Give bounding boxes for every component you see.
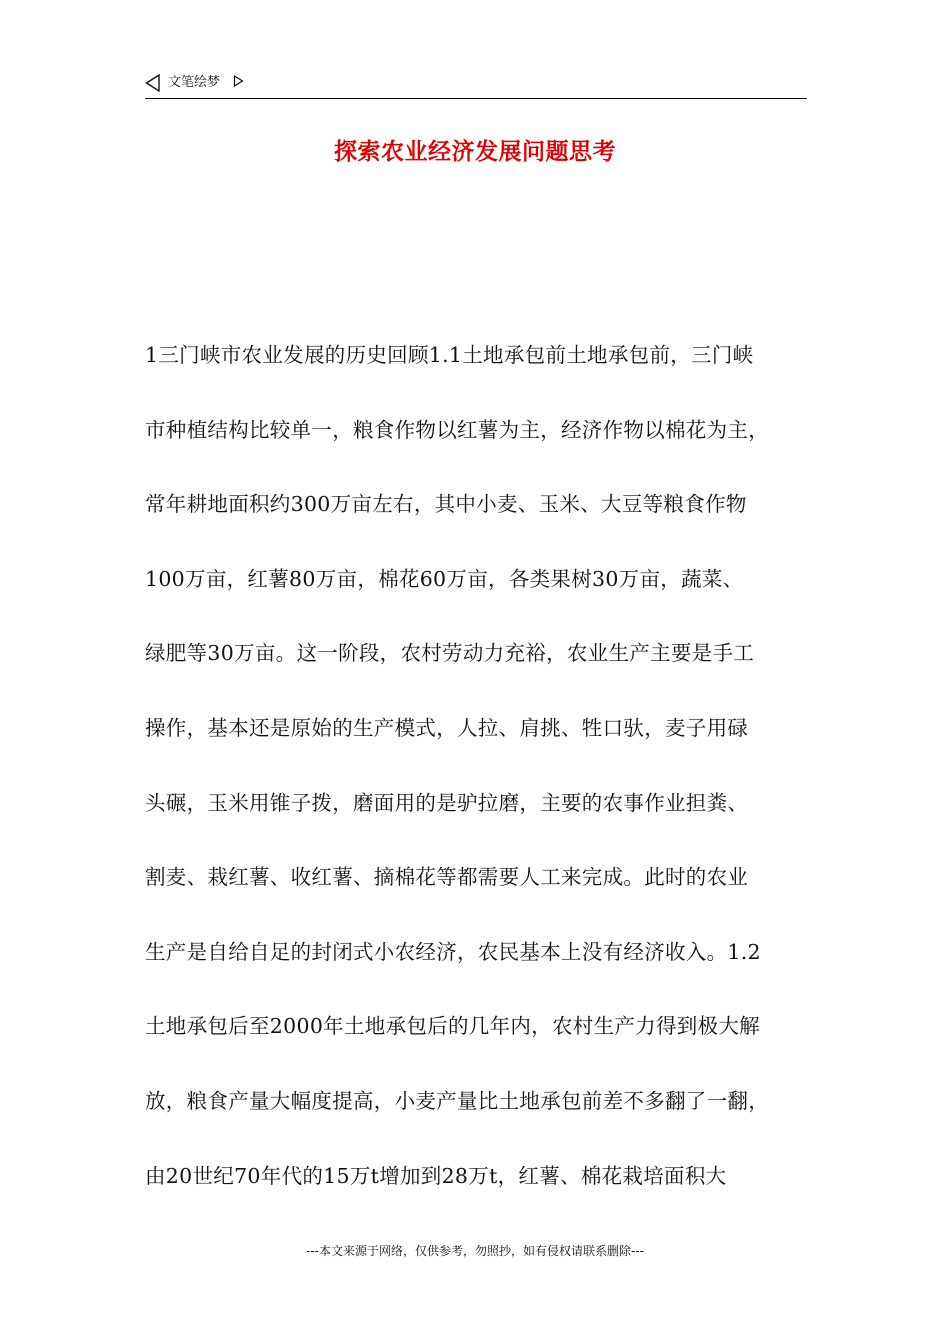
triangle-right-outline-icon (233, 75, 244, 87)
body-line: 绿肥等30万亩。这一阶段，农村劳动力充裕，农业生产主要是手工 (145, 641, 755, 666)
body-line: 市种植结构比较单一，粮食作物以红薯为主，经济作物以棉花为主， (145, 417, 769, 442)
body-line: 放，粮食产量大幅度提高，小麦产量比土地承包前差不多翻了一翻， (145, 1088, 769, 1113)
body-line: 头碾，玉米用锥子拨，磨面用的是驴拉磨，主要的农事作业担粪、 (145, 790, 749, 815)
triangle-left-outline-icon (145, 74, 161, 92)
document-title: 探索农业经济发展问题思考 (334, 139, 616, 165)
body-line: 操作，基本还是原始的生产模式，人拉、肩挑、牲口驮，麦子用碌 (145, 715, 749, 740)
header-brand: 文笔绘梦 (168, 75, 221, 90)
body-line: 由20世纪70年代的15万t增加到28万t，红薯、棉花栽培面积大 (145, 1163, 727, 1188)
body-line: 1三门峡市农业发展的历史回顾1.1土地承包前土地承包前，三门峡 (145, 343, 754, 367)
body-line: 常年耕地面积约300万亩左右，其中小麦、玉米、大豆等粮食作物 (145, 492, 747, 517)
body-line: 生产是自给自足的封闭式小农经济，农民基本上没有经济收入。1.2 (145, 939, 761, 964)
body-paragraph (145, 318, 809, 1213)
footer-disclaimer: ---本文来源于网络，仅供参考，勿照抄，如有侵权请联系删除--- (306, 1244, 644, 1258)
body-line: 土地承包后至2000年土地承包后的几年内，农村生产力得到极大解 (145, 1014, 760, 1039)
body-line: 割麦、栽红薯、收红薯、摘棉花等都需要人工来完成。此时的农业 (145, 865, 749, 890)
body-line: 100万亩，红薯80万亩，棉花60万亩，各类果树30万亩，蔬菜、 (145, 566, 744, 591)
document-header (145, 72, 807, 99)
